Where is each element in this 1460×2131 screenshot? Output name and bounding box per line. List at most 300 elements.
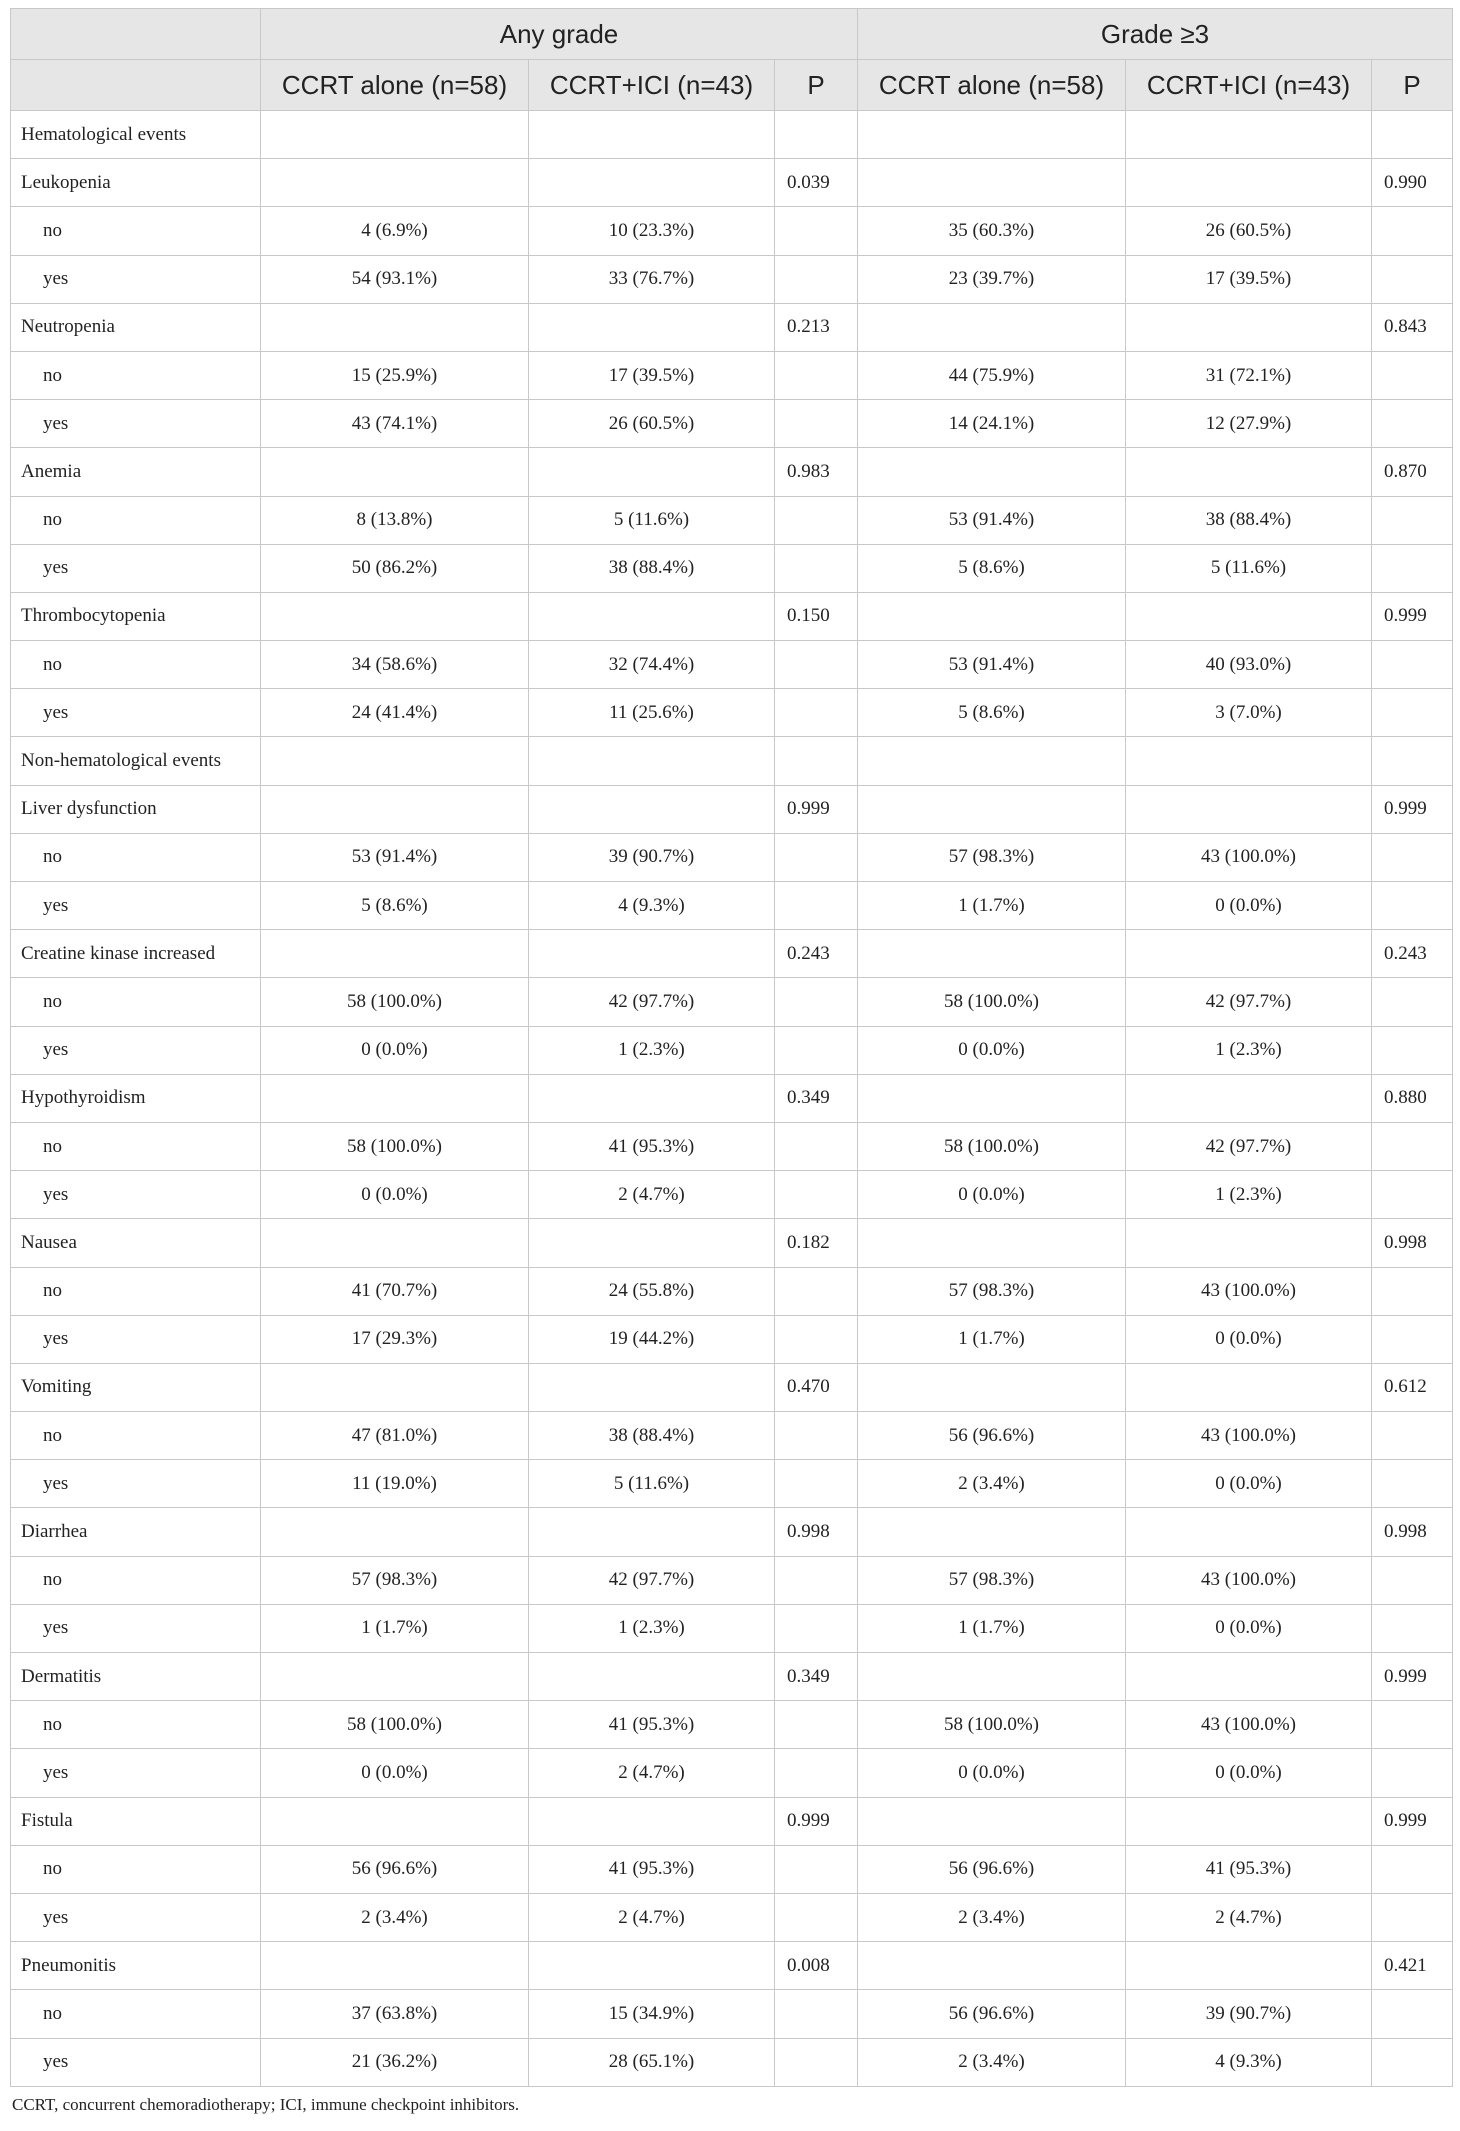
cell-any-ccrt-ici — [529, 448, 775, 496]
cell-any-ccrt-alone: 11 (19.0%) — [261, 1460, 529, 1508]
cell-g3-p-value: 0.612 — [1372, 1363, 1453, 1411]
cell-any-p-value: 0.999 — [775, 1797, 858, 1845]
cell-g3-ccrt-ici: 39 (90.7%) — [1126, 1990, 1372, 2038]
table-row — [11, 737, 1453, 785]
cell-any-p — [775, 2038, 858, 2086]
table-row — [11, 400, 1453, 448]
cell-any-ccrt-alone — [261, 1074, 529, 1122]
table-row — [11, 1604, 1453, 1652]
cell-any-ccrt-alone — [261, 1653, 529, 1701]
cell-g3-p-value: 0.870 — [1372, 448, 1453, 496]
cell-any-ccrt-ici — [529, 303, 775, 351]
table-row — [11, 1845, 1453, 1893]
subrow-label: no — [11, 207, 261, 255]
table-row — [11, 1267, 1453, 1315]
table-row — [11, 207, 1453, 255]
table-row — [11, 1219, 1453, 1267]
cell-any-p-value: 0.182 — [775, 1219, 858, 1267]
table-row — [11, 592, 1453, 640]
table-row — [11, 1990, 1453, 2038]
table-row — [11, 496, 1453, 544]
cell-any-ccrt-alone — [261, 111, 529, 159]
cell-any-ccrt-ici: 17 (39.5%) — [529, 351, 775, 399]
cell-any-ccrt-ici: 1 (2.3%) — [529, 1604, 775, 1652]
cell-any-ccrt-ici: 1 (2.3%) — [529, 1026, 775, 1074]
cell-g3-ccrt-ici: 0 (0.0%) — [1126, 1315, 1372, 1363]
cell-any-p-value: 0.983 — [775, 448, 858, 496]
cell-any-ccrt-ici: 41 (95.3%) — [529, 1701, 775, 1749]
cell-g3-p — [1372, 1990, 1453, 2038]
cell-any-ccrt-alone: 41 (70.7%) — [261, 1267, 529, 1315]
cell-g3-p — [1372, 207, 1453, 255]
cell-g3-p — [1372, 1026, 1453, 1074]
cell-any-p — [775, 111, 858, 159]
event-label: Anemia — [11, 448, 261, 496]
cell-g3-ccrt-ici: 43 (100.0%) — [1126, 1267, 1372, 1315]
event-label: Pneumonitis — [11, 1942, 261, 1990]
table-header — [11, 9, 1453, 111]
cell-g3-ccrt-alone: 58 (100.0%) — [858, 978, 1126, 1026]
cell-g3-ccrt-alone — [858, 737, 1126, 785]
cell-any-p — [775, 544, 858, 592]
cell-g3-p — [1372, 111, 1453, 159]
cell-g3-ccrt-ici — [1126, 1797, 1372, 1845]
cell-g3-p — [1372, 496, 1453, 544]
cell-g3-ccrt-alone — [858, 1797, 1126, 1845]
table-footnote: CCRT, concurrent chemoradiotherapy; ICI, immune checkpoint inhibitors. — [12, 2094, 520, 2114]
cell-g3-ccrt-alone: 0 (0.0%) — [858, 1749, 1126, 1797]
cell-g3-ccrt-ici: 43 (100.0%) — [1126, 833, 1372, 881]
cell-g3-ccrt-alone: 58 (100.0%) — [858, 1122, 1126, 1170]
cell-g3-ccrt-ici — [1126, 930, 1372, 978]
cell-g3-p — [1372, 544, 1453, 592]
cell-any-ccrt-alone — [261, 785, 529, 833]
cell-g3-ccrt-ici: 43 (100.0%) — [1126, 1412, 1372, 1460]
cell-any-p — [775, 1267, 858, 1315]
subrow-label: yes — [11, 689, 261, 737]
cell-g3-ccrt-ici: 43 (100.0%) — [1126, 1701, 1372, 1749]
cell-any-ccrt-alone — [261, 930, 529, 978]
subrow-label: yes — [11, 1893, 261, 1941]
cell-any-ccrt-alone — [261, 159, 529, 207]
cell-g3-ccrt-ici: 43 (100.0%) — [1126, 1556, 1372, 1604]
subrow-label: yes — [11, 1315, 261, 1363]
cell-any-ccrt-ici — [529, 1508, 775, 1556]
cell-any-ccrt-ici — [529, 592, 775, 640]
cell-any-ccrt-ici — [529, 1653, 775, 1701]
cell-any-p-value: 0.470 — [775, 1363, 858, 1411]
cell-g3-ccrt-alone: 2 (3.4%) — [858, 1893, 1126, 1941]
cell-g3-ccrt-ici — [1126, 1653, 1372, 1701]
cell-g3-ccrt-alone — [858, 303, 1126, 351]
cell-g3-p — [1372, 1604, 1453, 1652]
cell-any-ccrt-ici: 24 (55.8%) — [529, 1267, 775, 1315]
cell-g3-p — [1372, 689, 1453, 737]
header-group-grade-3: Grade ≥3 — [858, 9, 1453, 60]
cell-g3-ccrt-alone: 57 (98.3%) — [858, 833, 1126, 881]
cell-g3-ccrt-ici — [1126, 785, 1372, 833]
cell-any-p — [775, 1122, 858, 1170]
table-row — [11, 641, 1453, 689]
header-g3-ccrt-ici: CCRT+ICI (n=43) — [1126, 60, 1372, 111]
header-group-any-grade: Any grade — [261, 9, 858, 60]
cell-g3-ccrt-alone: 53 (91.4%) — [858, 641, 1126, 689]
cell-g3-ccrt-alone: 53 (91.4%) — [858, 496, 1126, 544]
cell-any-ccrt-ici: 2 (4.7%) — [529, 1171, 775, 1219]
cell-any-p — [775, 641, 858, 689]
subrow-label: no — [11, 351, 261, 399]
cell-g3-ccrt-alone: 58 (100.0%) — [858, 1701, 1126, 1749]
subrow-label: yes — [11, 1460, 261, 1508]
subrow-label: no — [11, 1267, 261, 1315]
event-label: Liver dysfunction — [11, 785, 261, 833]
subrow-label: yes — [11, 1604, 261, 1652]
cell-any-ccrt-ici: 19 (44.2%) — [529, 1315, 775, 1363]
header-corner-cell — [11, 9, 261, 60]
cell-g3-p — [1372, 1701, 1453, 1749]
event-label: Dermatitis — [11, 1653, 261, 1701]
table-row — [11, 1460, 1453, 1508]
cell-g3-p-value: 0.990 — [1372, 159, 1453, 207]
table-row — [11, 2038, 1453, 2086]
cell-any-ccrt-ici — [529, 111, 775, 159]
cell-g3-ccrt-ici: 12 (27.9%) — [1126, 400, 1372, 448]
table-row — [11, 111, 1453, 159]
cell-g3-ccrt-ici — [1126, 448, 1372, 496]
table-row — [11, 882, 1453, 930]
subrow-label: yes — [11, 882, 261, 930]
cell-any-p — [775, 1604, 858, 1652]
cell-any-ccrt-ici: 39 (90.7%) — [529, 833, 775, 881]
cell-g3-ccrt-ici — [1126, 737, 1372, 785]
cell-any-ccrt-alone — [261, 737, 529, 785]
cell-g3-p — [1372, 1893, 1453, 1941]
cell-g3-ccrt-alone — [858, 448, 1126, 496]
cell-any-ccrt-ici: 2 (4.7%) — [529, 1893, 775, 1941]
cell-any-ccrt-ici: 38 (88.4%) — [529, 544, 775, 592]
cell-g3-ccrt-alone: 14 (24.1%) — [858, 400, 1126, 448]
cell-any-ccrt-ici: 41 (95.3%) — [529, 1122, 775, 1170]
cell-g3-ccrt-alone: 23 (39.7%) — [858, 255, 1126, 303]
cell-any-p — [775, 1412, 858, 1460]
cell-any-ccrt-ici: 41 (95.3%) — [529, 1845, 775, 1893]
cell-any-ccrt-alone — [261, 1797, 529, 1845]
cell-any-ccrt-alone — [261, 303, 529, 351]
cell-g3-p-value: 0.998 — [1372, 1508, 1453, 1556]
cell-g3-ccrt-ici — [1126, 592, 1372, 640]
header-label-cell — [11, 60, 261, 111]
table-row — [11, 1797, 1453, 1845]
table-row — [11, 1171, 1453, 1219]
subrow-label: yes — [11, 544, 261, 592]
cell-g3-ccrt-ici: 0 (0.0%) — [1126, 1460, 1372, 1508]
cell-any-p — [775, 496, 858, 544]
cell-any-p — [775, 351, 858, 399]
cell-g3-ccrt-ici — [1126, 1363, 1372, 1411]
header-g3-ccrt-alone: CCRT alone (n=58) — [858, 60, 1126, 111]
cell-g3-ccrt-ici: 5 (11.6%) — [1126, 544, 1372, 592]
cell-any-ccrt-alone — [261, 592, 529, 640]
cell-g3-ccrt-alone: 35 (60.3%) — [858, 207, 1126, 255]
cell-any-ccrt-alone: 53 (91.4%) — [261, 833, 529, 881]
cell-any-p-value: 0.213 — [775, 303, 858, 351]
cell-any-ccrt-ici: 2 (4.7%) — [529, 1749, 775, 1797]
cell-any-ccrt-alone — [261, 1942, 529, 1990]
subrow-label: yes — [11, 1171, 261, 1219]
cell-any-ccrt-alone: 58 (100.0%) — [261, 978, 529, 1026]
cell-any-ccrt-ici — [529, 1219, 775, 1267]
subrow-label: no — [11, 641, 261, 689]
cell-any-p — [775, 1026, 858, 1074]
table-row — [11, 930, 1453, 978]
cell-any-ccrt-ici — [529, 1363, 775, 1411]
cell-g3-p-value: 0.999 — [1372, 592, 1453, 640]
cell-any-ccrt-ici: 10 (23.3%) — [529, 207, 775, 255]
cell-any-ccrt-ici: 42 (97.7%) — [529, 1556, 775, 1604]
cell-g3-ccrt-alone — [858, 592, 1126, 640]
header-any-ccrt-alone: CCRT alone (n=58) — [261, 60, 529, 111]
cell-g3-p — [1372, 1171, 1453, 1219]
cell-g3-ccrt-ici: 0 (0.0%) — [1126, 882, 1372, 930]
cell-g3-ccrt-alone: 56 (96.6%) — [858, 1412, 1126, 1460]
cell-any-ccrt-alone — [261, 1508, 529, 1556]
cell-g3-p — [1372, 400, 1453, 448]
cell-any-ccrt-alone — [261, 1363, 529, 1411]
table-row — [11, 1653, 1453, 1701]
cell-any-p — [775, 1556, 858, 1604]
cell-any-ccrt-alone: 57 (98.3%) — [261, 1556, 529, 1604]
cell-g3-ccrt-alone: 5 (8.6%) — [858, 544, 1126, 592]
cell-g3-p — [1372, 1556, 1453, 1604]
subrow-label: yes — [11, 1749, 261, 1797]
cell-g3-p — [1372, 1749, 1453, 1797]
cell-g3-ccrt-alone — [858, 1363, 1126, 1411]
cell-g3-ccrt-alone: 0 (0.0%) — [858, 1026, 1126, 1074]
cell-g3-ccrt-alone: 2 (3.4%) — [858, 2038, 1126, 2086]
cell-g3-p-value: 0.999 — [1372, 1653, 1453, 1701]
cell-any-p-value: 0.999 — [775, 785, 858, 833]
adverse-events-table-container — [10, 8, 1452, 2115]
subrow-label: no — [11, 1990, 261, 2038]
cell-g3-p — [1372, 641, 1453, 689]
cell-any-ccrt-ici: 5 (11.6%) — [529, 496, 775, 544]
table-row — [11, 448, 1453, 496]
cell-g3-p — [1372, 1845, 1453, 1893]
cell-any-p — [775, 1171, 858, 1219]
cell-any-ccrt-alone: 17 (29.3%) — [261, 1315, 529, 1363]
cell-any-ccrt-ici — [529, 930, 775, 978]
table-row — [11, 351, 1453, 399]
cell-g3-ccrt-ici: 1 (2.3%) — [1126, 1026, 1372, 1074]
cell-g3-ccrt-alone: 57 (98.3%) — [858, 1556, 1126, 1604]
event-label: Vomiting — [11, 1363, 261, 1411]
cell-g3-ccrt-alone: 1 (1.7%) — [858, 1604, 1126, 1652]
cell-g3-ccrt-ici: 40 (93.0%) — [1126, 641, 1372, 689]
subrow-label: no — [11, 1701, 261, 1749]
cell-g3-ccrt-ici — [1126, 1219, 1372, 1267]
cell-any-ccrt-ici: 32 (74.4%) — [529, 641, 775, 689]
cell-any-p — [775, 833, 858, 881]
subrow-label: no — [11, 1122, 261, 1170]
cell-g3-p-value: 0.421 — [1372, 1942, 1453, 1990]
cell-any-ccrt-alone: 37 (63.8%) — [261, 1990, 529, 2038]
subrow-label: no — [11, 1845, 261, 1893]
cell-any-ccrt-ici: 15 (34.9%) — [529, 1990, 775, 2038]
table-row — [11, 1412, 1453, 1460]
cell-any-ccrt-alone: 1 (1.7%) — [261, 1604, 529, 1652]
cell-any-ccrt-ici: 4 (9.3%) — [529, 882, 775, 930]
cell-g3-ccrt-ici — [1126, 1508, 1372, 1556]
cell-any-ccrt-alone: 24 (41.4%) — [261, 689, 529, 737]
cell-g3-ccrt-alone — [858, 1508, 1126, 1556]
cell-g3-ccrt-ici: 3 (7.0%) — [1126, 689, 1372, 737]
table-row — [11, 1315, 1453, 1363]
cell-g3-ccrt-alone — [858, 930, 1126, 978]
table-body — [11, 111, 1453, 2087]
cell-any-ccrt-alone: 0 (0.0%) — [261, 1026, 529, 1074]
cell-g3-ccrt-alone — [858, 111, 1126, 159]
cell-g3-p — [1372, 255, 1453, 303]
cell-any-ccrt-alone: 56 (96.6%) — [261, 1845, 529, 1893]
cell-g3-ccrt-alone: 1 (1.7%) — [858, 882, 1126, 930]
cell-any-p-value: 0.150 — [775, 592, 858, 640]
cell-any-ccrt-ici — [529, 159, 775, 207]
table-row — [11, 1074, 1453, 1122]
cell-any-ccrt-ici: 33 (76.7%) — [529, 255, 775, 303]
cell-any-p — [775, 1990, 858, 2038]
cell-g3-p — [1372, 978, 1453, 1026]
cell-g3-p-value: 0.843 — [1372, 303, 1453, 351]
cell-any-ccrt-alone: 5 (8.6%) — [261, 882, 529, 930]
cell-g3-ccrt-ici: 31 (72.1%) — [1126, 351, 1372, 399]
cell-any-ccrt-ici — [529, 737, 775, 785]
table-row — [11, 1893, 1453, 1941]
section-label: Hematological events — [11, 111, 261, 159]
event-label: Fistula — [11, 1797, 261, 1845]
event-label: Thrombocytopenia — [11, 592, 261, 640]
header-any-ccrt-ici: CCRT+ICI (n=43) — [529, 60, 775, 111]
cell-g3-ccrt-ici — [1126, 1942, 1372, 1990]
subrow-label: no — [11, 496, 261, 544]
cell-g3-p-value: 0.999 — [1372, 785, 1453, 833]
cell-g3-ccrt-alone — [858, 1219, 1126, 1267]
cell-g3-ccrt-ici: 0 (0.0%) — [1126, 1604, 1372, 1652]
cell-any-ccrt-alone: 0 (0.0%) — [261, 1749, 529, 1797]
table-row — [11, 303, 1453, 351]
cell-any-p-value: 0.998 — [775, 1508, 858, 1556]
event-label: Neutropenia — [11, 303, 261, 351]
cell-g3-p — [1372, 1267, 1453, 1315]
cell-any-p-value: 0.243 — [775, 930, 858, 978]
cell-g3-p-value: 0.999 — [1372, 1797, 1453, 1845]
event-label: Creatine kinase increased — [11, 930, 261, 978]
cell-g3-ccrt-alone: 56 (96.6%) — [858, 1990, 1126, 2038]
table-row — [11, 255, 1453, 303]
cell-g3-ccrt-alone — [858, 785, 1126, 833]
cell-g3-ccrt-ici: 26 (60.5%) — [1126, 207, 1372, 255]
table-row — [11, 1942, 1453, 1990]
cell-any-p — [775, 978, 858, 1026]
cell-any-ccrt-alone: 2 (3.4%) — [261, 1893, 529, 1941]
cell-g3-ccrt-ici — [1126, 1074, 1372, 1122]
cell-g3-ccrt-alone: 5 (8.6%) — [858, 689, 1126, 737]
cell-any-ccrt-alone: 15 (25.9%) — [261, 351, 529, 399]
event-label: Diarrhea — [11, 1508, 261, 1556]
cell-g3-p — [1372, 882, 1453, 930]
event-label: Hypothyroidism — [11, 1074, 261, 1122]
cell-any-p — [775, 207, 858, 255]
cell-any-ccrt-ici: 26 (60.5%) — [529, 400, 775, 448]
cell-g3-p — [1372, 351, 1453, 399]
subrow-label: no — [11, 1412, 261, 1460]
cell-any-ccrt-alone — [261, 448, 529, 496]
cell-any-p — [775, 737, 858, 785]
table-row — [11, 1122, 1453, 1170]
table-row — [11, 1701, 1453, 1749]
cell-g3-ccrt-ici: 42 (97.7%) — [1126, 978, 1372, 1026]
cell-g3-ccrt-alone — [858, 1074, 1126, 1122]
table-row — [11, 1749, 1453, 1797]
cell-g3-ccrt-ici — [1126, 159, 1372, 207]
table-row — [11, 159, 1453, 207]
cell-any-p-value: 0.349 — [775, 1074, 858, 1122]
cell-g3-ccrt-alone: 1 (1.7%) — [858, 1315, 1126, 1363]
cell-g3-ccrt-alone — [858, 1942, 1126, 1990]
cell-any-ccrt-alone: 0 (0.0%) — [261, 1171, 529, 1219]
section-label: Non-hematological events — [11, 737, 261, 785]
table-row — [11, 1363, 1453, 1411]
cell-any-p-value: 0.008 — [775, 1942, 858, 1990]
cell-any-ccrt-alone: 58 (100.0%) — [261, 1701, 529, 1749]
subrow-label: no — [11, 833, 261, 881]
cell-any-ccrt-ici: 38 (88.4%) — [529, 1412, 775, 1460]
cell-g3-ccrt-ici: 38 (88.4%) — [1126, 496, 1372, 544]
cell-any-p — [775, 689, 858, 737]
cell-g3-p — [1372, 1315, 1453, 1363]
subrow-label: no — [11, 1556, 261, 1604]
cell-any-p — [775, 400, 858, 448]
subrow-label: yes — [11, 400, 261, 448]
cell-any-ccrt-alone: 4 (6.9%) — [261, 207, 529, 255]
table-row — [11, 544, 1453, 592]
cell-any-p — [775, 255, 858, 303]
cell-g3-p — [1372, 833, 1453, 881]
cell-any-p — [775, 1701, 858, 1749]
cell-any-ccrt-ici — [529, 1797, 775, 1845]
cell-any-ccrt-alone: 58 (100.0%) — [261, 1122, 529, 1170]
cell-g3-ccrt-ici: 41 (95.3%) — [1126, 1845, 1372, 1893]
cell-g3-ccrt-ici: 1 (2.3%) — [1126, 1171, 1372, 1219]
cell-g3-p — [1372, 1122, 1453, 1170]
cell-g3-p-value: 0.243 — [1372, 930, 1453, 978]
table-row — [11, 689, 1453, 737]
cell-any-p — [775, 1845, 858, 1893]
subrow-label: no — [11, 978, 261, 1026]
cell-any-ccrt-ici: 11 (25.6%) — [529, 689, 775, 737]
cell-any-ccrt-ici — [529, 1074, 775, 1122]
cell-any-ccrt-alone: 34 (58.6%) — [261, 641, 529, 689]
event-label: Nausea — [11, 1219, 261, 1267]
header-any-p: P — [775, 60, 858, 111]
cell-any-ccrt-ici: 28 (65.1%) — [529, 2038, 775, 2086]
table-row — [11, 833, 1453, 881]
cell-any-ccrt-alone: 50 (86.2%) — [261, 544, 529, 592]
cell-any-p — [775, 882, 858, 930]
cell-g3-ccrt-alone: 57 (98.3%) — [858, 1267, 1126, 1315]
subrow-label: yes — [11, 255, 261, 303]
cell-g3-ccrt-ici — [1126, 111, 1372, 159]
cell-g3-p — [1372, 737, 1453, 785]
